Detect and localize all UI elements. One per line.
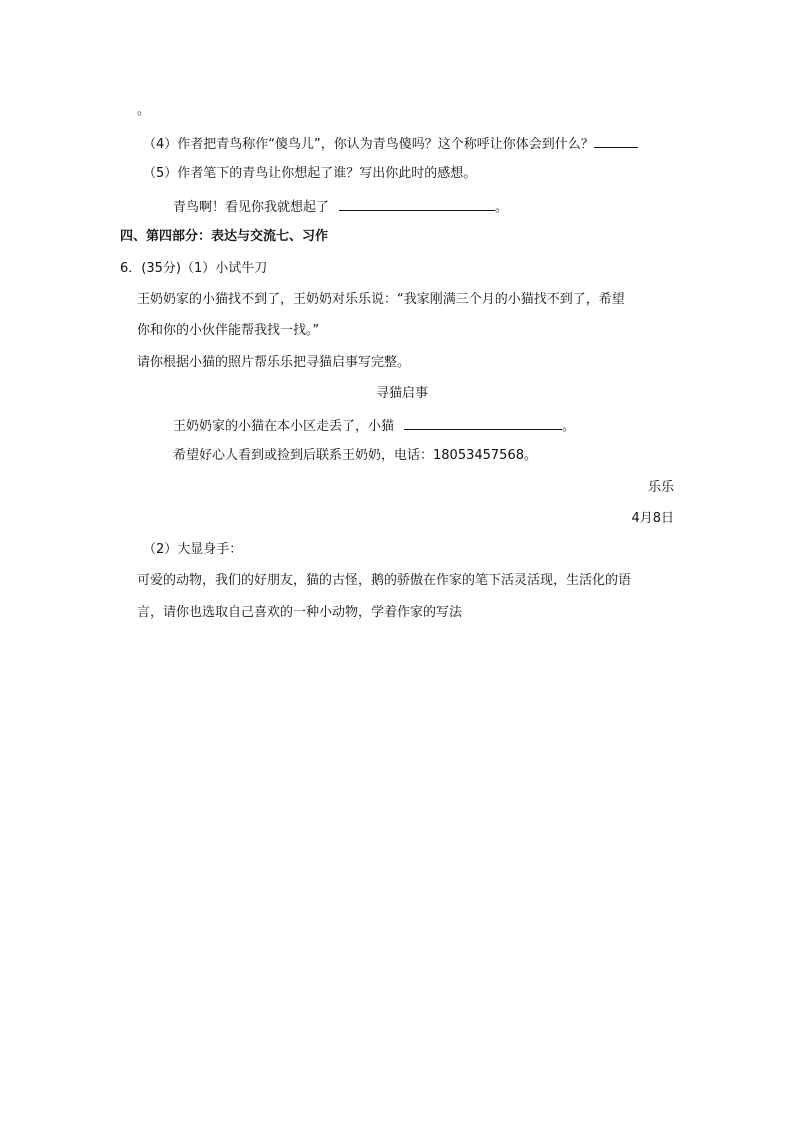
question-6-part-2-label: （2）大显身手： <box>143 542 243 557</box>
question-6-part-2-line-1: 可爱的动物，我们的好朋友，猫的古怪，鹅的骄傲在作家的笔下活灵活现，生活化的语 <box>137 573 632 588</box>
notice-signature: 乐乐 <box>647 480 674 495</box>
question-6-paragraph-line-2: 你和你的小伙伴能帮我找一找。” <box>137 323 320 338</box>
question-5-answer-blank[interactable] <box>339 196 495 211</box>
notice-body <box>173 415 575 437</box>
question-4-answer-blank[interactable] <box>594 133 638 148</box>
notice-contact: 希望好心人看到或捡到后联系王奶奶，电话：18053457568。 <box>173 448 537 463</box>
question-5-text: （5）作者笔下的青鸟让你想起了谁？写出你此时的感想。 <box>143 166 477 181</box>
question-6-instruction: 请你根据小猫的照片帮乐乐把寻猫启事写完整。 <box>137 355 411 370</box>
notice-answer-blank[interactable] <box>404 415 562 430</box>
question-6-part-2-line-2: 言，请你也选取自己喜欢的一种小动物，学着作家的写法 <box>137 605 463 620</box>
question-4-text: （4）作者把青鸟称作“傻鸟儿”，你认为青鸟傻吗？这个称呼让你体会到什么？ <box>143 137 594 152</box>
question-5-answer-prefix: 青鸟啊！看见你我就想起了 <box>173 200 330 215</box>
notice-title: 寻猫启事 <box>376 386 429 401</box>
question-6-header: 6．(35分)（1）小试牛刀 <box>120 261 268 276</box>
carryover-punctuation: 。 <box>137 103 151 118</box>
question-5-answer <box>173 196 508 218</box>
section-4-heading: 四、第四部分：表达与交流七、习作 <box>120 229 329 244</box>
notice-body-suffix: 。 <box>562 419 576 434</box>
notice-body-prefix: 王奶奶家的小猫在本小区走丢了，小猫 <box>173 419 395 434</box>
question-6-paragraph-line-1: 王奶奶家的小猫找不到了，王奶奶对乐乐说：“我家刚满三个月的小猫找不到了，希望 <box>137 292 625 307</box>
question-4 <box>143 133 638 155</box>
notice-date: 4月8日 <box>631 511 674 526</box>
question-5-answer-suffix: 。 <box>495 200 509 215</box>
